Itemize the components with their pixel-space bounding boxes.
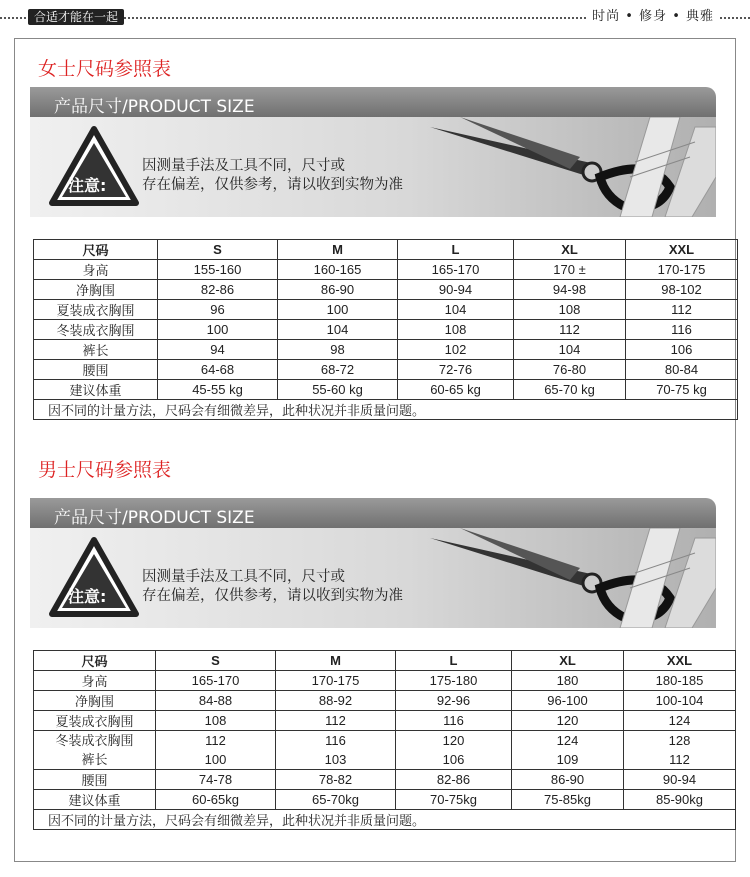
size-value-cell: XXL xyxy=(624,651,736,671)
table-row xyxy=(34,340,738,360)
size-value-cell: 65-70 kg xyxy=(514,380,626,400)
size-value-cell: 96-100 xyxy=(512,691,624,711)
row-label-cell: 尺码 xyxy=(34,651,156,671)
size-value-cell: M xyxy=(276,651,396,671)
scissors-tape-icon xyxy=(420,117,716,217)
size-value-cell: 100 xyxy=(278,300,398,320)
size-value-cell: 124 109 xyxy=(512,731,624,770)
size-value-cell: 60-65kg xyxy=(156,790,276,810)
men-size-table xyxy=(33,650,736,830)
size-value-cell: 112 100 xyxy=(156,731,276,770)
size-value-cell: 80-84 xyxy=(626,360,738,380)
size-value-cell: 82-86 xyxy=(396,770,512,790)
table-row xyxy=(34,260,738,280)
table-row xyxy=(34,691,736,711)
size-value-cell: 124 xyxy=(624,711,736,731)
size-value-cell: 86-90 xyxy=(278,280,398,300)
notice-label: 注意: xyxy=(68,176,107,195)
size-value-cell: 86-90 xyxy=(512,770,624,790)
notice-line-1: 因测量手法及工具不同，尺寸或 xyxy=(142,158,345,174)
size-value-cell: 170-175 xyxy=(626,260,738,280)
women-size-banner xyxy=(30,87,716,217)
size-value-cell: 104 xyxy=(398,300,514,320)
banner-header xyxy=(30,87,716,117)
size-value-cell: 60-65 kg xyxy=(398,380,514,400)
notice-line-2: 存在偏差，仅供参考，请以收到实物为准 xyxy=(142,588,403,604)
row-label-cell: 腰围 xyxy=(34,770,156,790)
row-label-cell: 尺码 xyxy=(34,240,158,260)
size-value-cell: 55-60 kg xyxy=(278,380,398,400)
size-value-cell: 100-104 xyxy=(624,691,736,711)
size-value-cell: 112 xyxy=(626,300,738,320)
row-label-cell: 冬装成衣胸围 裤长 xyxy=(34,731,156,770)
size-value-cell: 68-72 xyxy=(278,360,398,380)
size-value-cell: L xyxy=(396,651,512,671)
banner-title: 产品尺寸/PRODUCT SIZE xyxy=(54,508,255,528)
row-label-cell: 净胸围 xyxy=(34,280,158,300)
women-section-title: 女士尺码参照表 xyxy=(38,58,172,80)
table-note-row xyxy=(34,810,736,830)
notice-line-2: 存在偏差，仅供参考，请以收到实物为准 xyxy=(142,177,403,193)
size-value-cell: 100 xyxy=(158,320,278,340)
size-value-cell: 120 106 xyxy=(396,731,512,770)
row-label-cell: 夏装成衣胸围 xyxy=(34,300,158,320)
table-row xyxy=(34,770,736,790)
size-value-cell: 155-160 xyxy=(158,260,278,280)
table-note: 因不同的计量方法，尺码会有细微差异，此种状况并非质量问题。 xyxy=(34,810,736,830)
men-section-title: 男士尺码参照表 xyxy=(38,459,172,481)
row-label-cell: 建议体重 xyxy=(34,380,158,400)
size-value-cell: 112 xyxy=(276,711,396,731)
size-value-cell: 116 xyxy=(396,711,512,731)
notice-text xyxy=(142,157,403,195)
row-label-cell: 身高 xyxy=(34,671,156,691)
row-label-cell: 裤长 xyxy=(34,340,158,360)
size-value-cell: XXL xyxy=(626,240,738,260)
size-value-cell: 78-82 xyxy=(276,770,396,790)
size-value-cell: 94-98 xyxy=(514,280,626,300)
row-label-cell: 腰围 xyxy=(34,360,158,380)
size-value-cell: 165-170 xyxy=(398,260,514,280)
size-value-cell: 102 xyxy=(398,340,514,360)
size-value-cell: 84-88 xyxy=(156,691,276,711)
scissors-tape-icon xyxy=(420,528,716,628)
size-value-cell: M xyxy=(278,240,398,260)
row-label-cell: 净胸围 xyxy=(34,691,156,711)
table-row xyxy=(34,790,736,810)
size-value-cell: 85-90kg xyxy=(624,790,736,810)
size-value-cell: 82-86 xyxy=(158,280,278,300)
header-right-tag: 时尚 • 修身 • 典雅 xyxy=(586,9,720,25)
table-row xyxy=(34,731,736,770)
size-value-cell: 94 xyxy=(158,340,278,360)
table-header-row xyxy=(34,240,738,260)
row-label-cell: 身高 xyxy=(34,260,158,280)
size-value-cell: 108 xyxy=(514,300,626,320)
size-value-cell: 65-70kg xyxy=(276,790,396,810)
size-value-cell: 116 103 xyxy=(276,731,396,770)
size-value-cell: 106 xyxy=(626,340,738,360)
size-value-cell: 72-76 xyxy=(398,360,514,380)
size-value-cell: 75-85kg xyxy=(512,790,624,810)
table-note-row xyxy=(34,400,738,420)
size-value-cell: 180 xyxy=(512,671,624,691)
size-value-cell: L xyxy=(398,240,514,260)
size-value-cell: 120 xyxy=(512,711,624,731)
table-row xyxy=(34,360,738,380)
notice-line-1: 因测量手法及工具不同，尺寸或 xyxy=(142,569,345,585)
banner-title: 产品尺寸/PRODUCT SIZE xyxy=(54,97,255,117)
men-size-banner xyxy=(30,498,716,628)
size-value-cell: 116 xyxy=(626,320,738,340)
size-value-cell: 170-175 xyxy=(276,671,396,691)
row-label-cell: 冬装成衣胸围 xyxy=(34,320,158,340)
table-row xyxy=(34,320,738,340)
top-bar xyxy=(0,0,750,34)
table-row xyxy=(34,711,736,731)
size-value-cell: 74-78 xyxy=(156,770,276,790)
size-value-cell: 104 xyxy=(514,340,626,360)
table-note: 因不同的计量方法，尺码会有细微差异，此种状况并非质量问题。 xyxy=(34,400,738,420)
size-value-cell: 90-94 xyxy=(624,770,736,790)
size-value-cell: 90-94 xyxy=(398,280,514,300)
size-value-cell: 165-170 xyxy=(156,671,276,691)
size-value-cell: 64-68 xyxy=(158,360,278,380)
row-label-cell: 建议体重 xyxy=(34,790,156,810)
header-left-tag: 合适才能在一起 xyxy=(28,9,124,25)
size-value-cell: 108 xyxy=(156,711,276,731)
banner-header xyxy=(30,498,716,528)
size-value-cell: 128 112 xyxy=(624,731,736,770)
table-row xyxy=(34,380,738,400)
size-value-cell: 45-55 kg xyxy=(158,380,278,400)
size-value-cell: 180-185 xyxy=(624,671,736,691)
size-value-cell: 108 xyxy=(398,320,514,340)
size-value-cell: 70-75kg xyxy=(396,790,512,810)
size-value-cell: 92-96 xyxy=(396,691,512,711)
table-row xyxy=(34,300,738,320)
size-value-cell: 98 xyxy=(278,340,398,360)
row-label-cell: 夏装成衣胸围 xyxy=(34,711,156,731)
size-value-cell: 104 xyxy=(278,320,398,340)
size-value-cell: 96 xyxy=(158,300,278,320)
table-header-row xyxy=(34,651,736,671)
table-row xyxy=(34,280,738,300)
size-value-cell: 88-92 xyxy=(276,691,396,711)
size-value-cell: 98-102 xyxy=(626,280,738,300)
size-value-cell: XL xyxy=(514,240,626,260)
size-value-cell: 76-80 xyxy=(514,360,626,380)
size-value-cell: S xyxy=(156,651,276,671)
size-value-cell: XL xyxy=(512,651,624,671)
size-value-cell: 160-165 xyxy=(278,260,398,280)
notice-label: 注意: xyxy=(68,587,107,606)
notice-text xyxy=(142,568,403,606)
size-value-cell: 175-180 xyxy=(396,671,512,691)
size-value-cell: 170 ± xyxy=(514,260,626,280)
size-value-cell: 70-75 kg xyxy=(626,380,738,400)
table-row xyxy=(34,671,736,691)
size-value-cell: S xyxy=(158,240,278,260)
size-value-cell: 112 xyxy=(514,320,626,340)
women-size-table xyxy=(33,239,738,420)
